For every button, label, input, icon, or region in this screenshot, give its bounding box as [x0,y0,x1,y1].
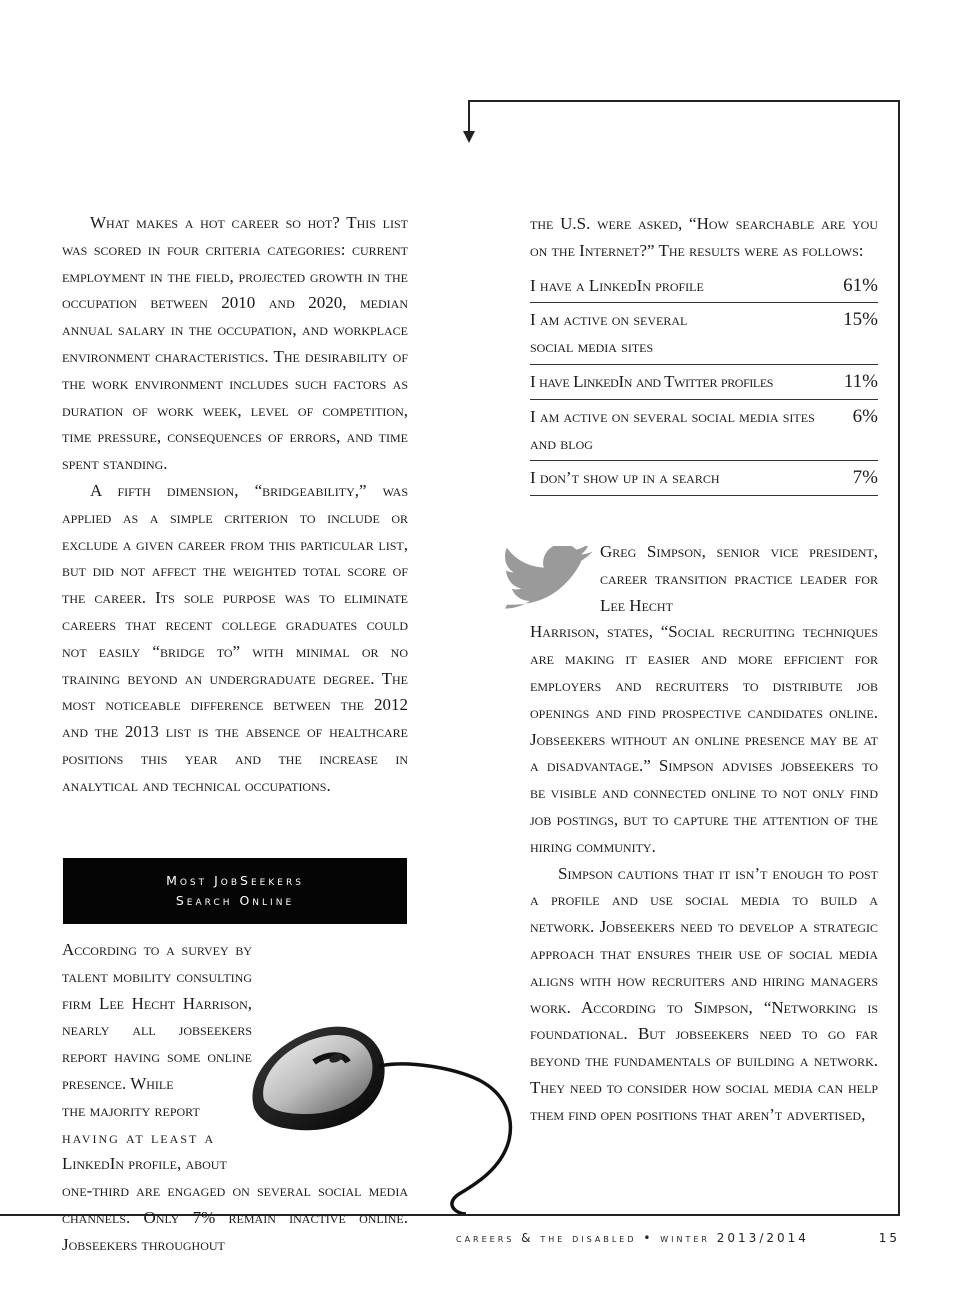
quote-body: Harrison, states, “Social recruiting techniques are making it easier and more efficient for employers and recruiters to distribute job openings and find prospective candidates online. Jobseekers without an online presence may be at a disadvantage.” Simpson advises jobseekers to be visible and connected online to not only find job postings, but to capture the attention of the hiring community. [530,622,878,856]
right-column [530,211,878,502]
survey-row [530,400,878,462]
banner-line-2: Search Online [175,893,295,908]
computer-mouse-icon [244,1018,524,1214]
arrow-down-icon [463,131,475,143]
survey-intro-wrap-3: LinkedIn profile, about [62,1154,227,1174]
quote-block [530,539,878,1129]
survey-percent: 6% [852,405,878,427]
survey-percent: 15% [843,309,878,331]
survey-label: I am active on several social media sites and blog [530,406,815,453]
survey-percent: 61% [843,274,878,296]
survey-percent: 7% [852,467,878,489]
survey-row [530,303,878,365]
survey-results-table [530,269,878,497]
survey-percent: 11% [843,370,878,392]
banner-line-1: Most JobSeekers [166,873,304,888]
quote-attribution: Greg Simpson, senior vice president, career transition practice leader for Lee Hecht [600,542,878,615]
survey-label: I have a LinkedIn profile [530,275,704,295]
frame-left-tick [468,100,470,134]
survey-question-text: the U.S. were asked, “How searchable are you on the Internet?” The results were as follows: [530,214,878,260]
publication-title: careers & the disabled • winter 2013/2014 [456,1231,809,1245]
survey-intro-text: According to a survey by talent mobility consulting firm Lee Hecht Harrison, nearly all jobseekers report having some online presence. While [62,940,252,1093]
survey-label: I don’t show up in a search [530,468,720,488]
left-column [62,210,408,800]
paragraph-bridgeability: A fifth dimension, “bridgeability,” was applied as a simple criterion to include or exclude a given career from this particular list, but did not affect the weighted total score of the career. Its sole purpose was to eliminate careers that recent college graduates could not easily “bridge to” with minimal or no training beyond an undergraduate degree. The most noticeable difference between the 2012 and the 2013 list is the absence of healthcare positions this year and the increase in analytical and technical occupations. [62,480,408,795]
frame-top-line [468,100,900,102]
paragraph-simpson-cautions: Simpson cautions that it isn’t enough to post a profile and use social media to build a network. Jobseekers need to develop a strategic approach that ensures their use of social media aligns with how recruiters and hiring managers work. According to Simpson, “Networking is foundational. But jobseekers need to go far beyond the fundamentals of building a network. They need to consider how social media can help them find open positions that aren’t advertised, [530,863,878,1124]
frame-right-line [898,100,900,1216]
survey-intro-tail: one-third are engaged on several social media channels. Only 7% remain inactive online. Jobseekers throughout [62,1181,408,1254]
page-number: 15 [878,1231,900,1245]
survey-row [530,365,878,400]
section-banner [63,858,407,924]
survey-label: I am active on several social media sites [530,310,688,357]
paragraph-hot-career: What makes a hot career so hot? This list was scored in four criteria categories: current employment in the field, projected growth in the occupation between 2010 and 2020, median annual salary in the occupation, and workplace environment characteristics. The desirability of the work environment includes such factors as duration of work week, level of competition, time pressure, consequences of errors, and time spent standing. [62,213,408,474]
survey-intro-wrap-1: the majority report [62,1100,200,1120]
survey-row [530,461,878,496]
survey-row [530,269,878,304]
page-footer [456,1226,900,1250]
survey-intro-wrap-2: having at least a [62,1127,216,1147]
survey-label: I have LinkedIn and Twitter profiles [530,371,774,391]
